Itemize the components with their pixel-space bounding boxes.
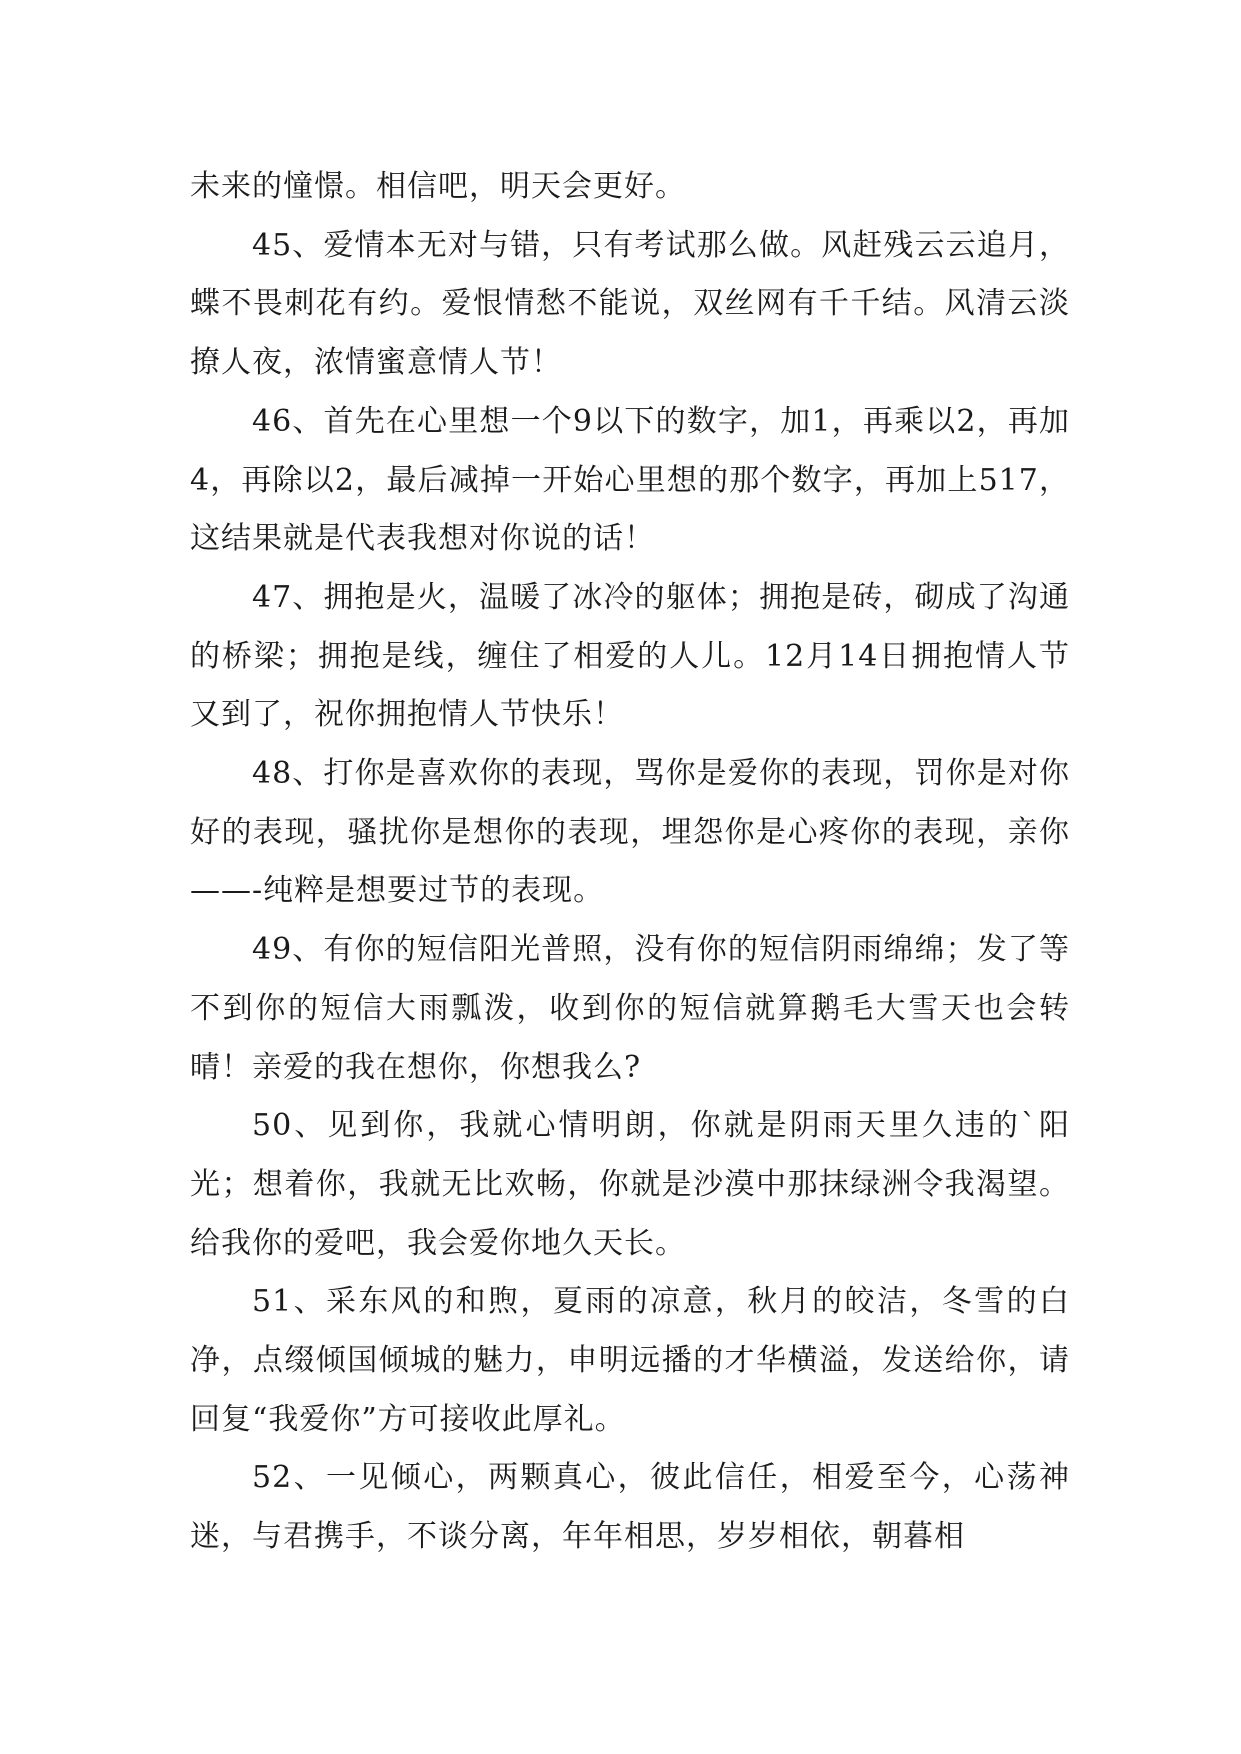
paragraph-continuation: 未来的憧憬。相信吧，明天会更好。 (190, 169, 686, 204)
paragraph-item-46: 46、首先在心里想一个9以下的数字，加1，再乘以2，再加4，再除以2，最后减掉一开始心里想的那个数字，再加上517，这结果就是代表我想对你说的话！ (190, 403, 1070, 557)
paragraph-item-45: 45、爱情本无对与错，只有考试那么做。风赶残云云追月，蝶不畏刺花有约。爱恨情愁不能说，双丝网有千千结。风清云淡撩人夜，浓情蜜意情人节！ (190, 227, 1070, 381)
document-body (190, 158, 1070, 1567)
paragraph-item-47: 47、拥抱是火，温暖了冰冷的躯体；拥抱是砖，砌成了沟通的桥梁；拥抱是线，缠住了相爱的人儿。12月14日拥抱情人节又到了，祝你拥抱情人节快乐！ (190, 579, 1070, 733)
paragraph-item-49: 49、有你的短信阳光普照，没有你的短信阴雨绵绵；发了等不到你的短信大雨瓢泼，收到你的短信就算鹅毛大雪天也会转晴！亲爱的我在想你，你想我么? (190, 932, 1070, 1085)
paragraph-item-48: 48、打你是喜欢你的表现，骂你是爱你的表现，罚你是对你好的表现，骚扰你是想你的表现，埋怨你是心疼你的表现，亲你——-纯粹是想要过节的表现。 (190, 756, 1070, 909)
paragraph-item-51: 51、采东风的和煦，夏雨的凉意，秋月的皎洁，冬雪的白净，点缀倾国倾城的魅力，申明远播的才华横溢，发送给你，请回复“我爱你”方可接收此厚礼。 (190, 1284, 1070, 1437)
paragraph-item-52: 52、一见倾心，两颗真心，彼此信任，相爱至今，心荡神迷，与君携手，不谈分离，年年相思，岁岁相依，朝暮相 (190, 1460, 1070, 1555)
paragraph-item-50: 50、见到你，我就心情明朗，你就是阴雨天里久违的`阳光；想着你，我就无比欢畅，你就是沙漠中那抹绿洲令我渴望。给我你的爱吧，我会爱你地久天长。 (190, 1108, 1070, 1261)
